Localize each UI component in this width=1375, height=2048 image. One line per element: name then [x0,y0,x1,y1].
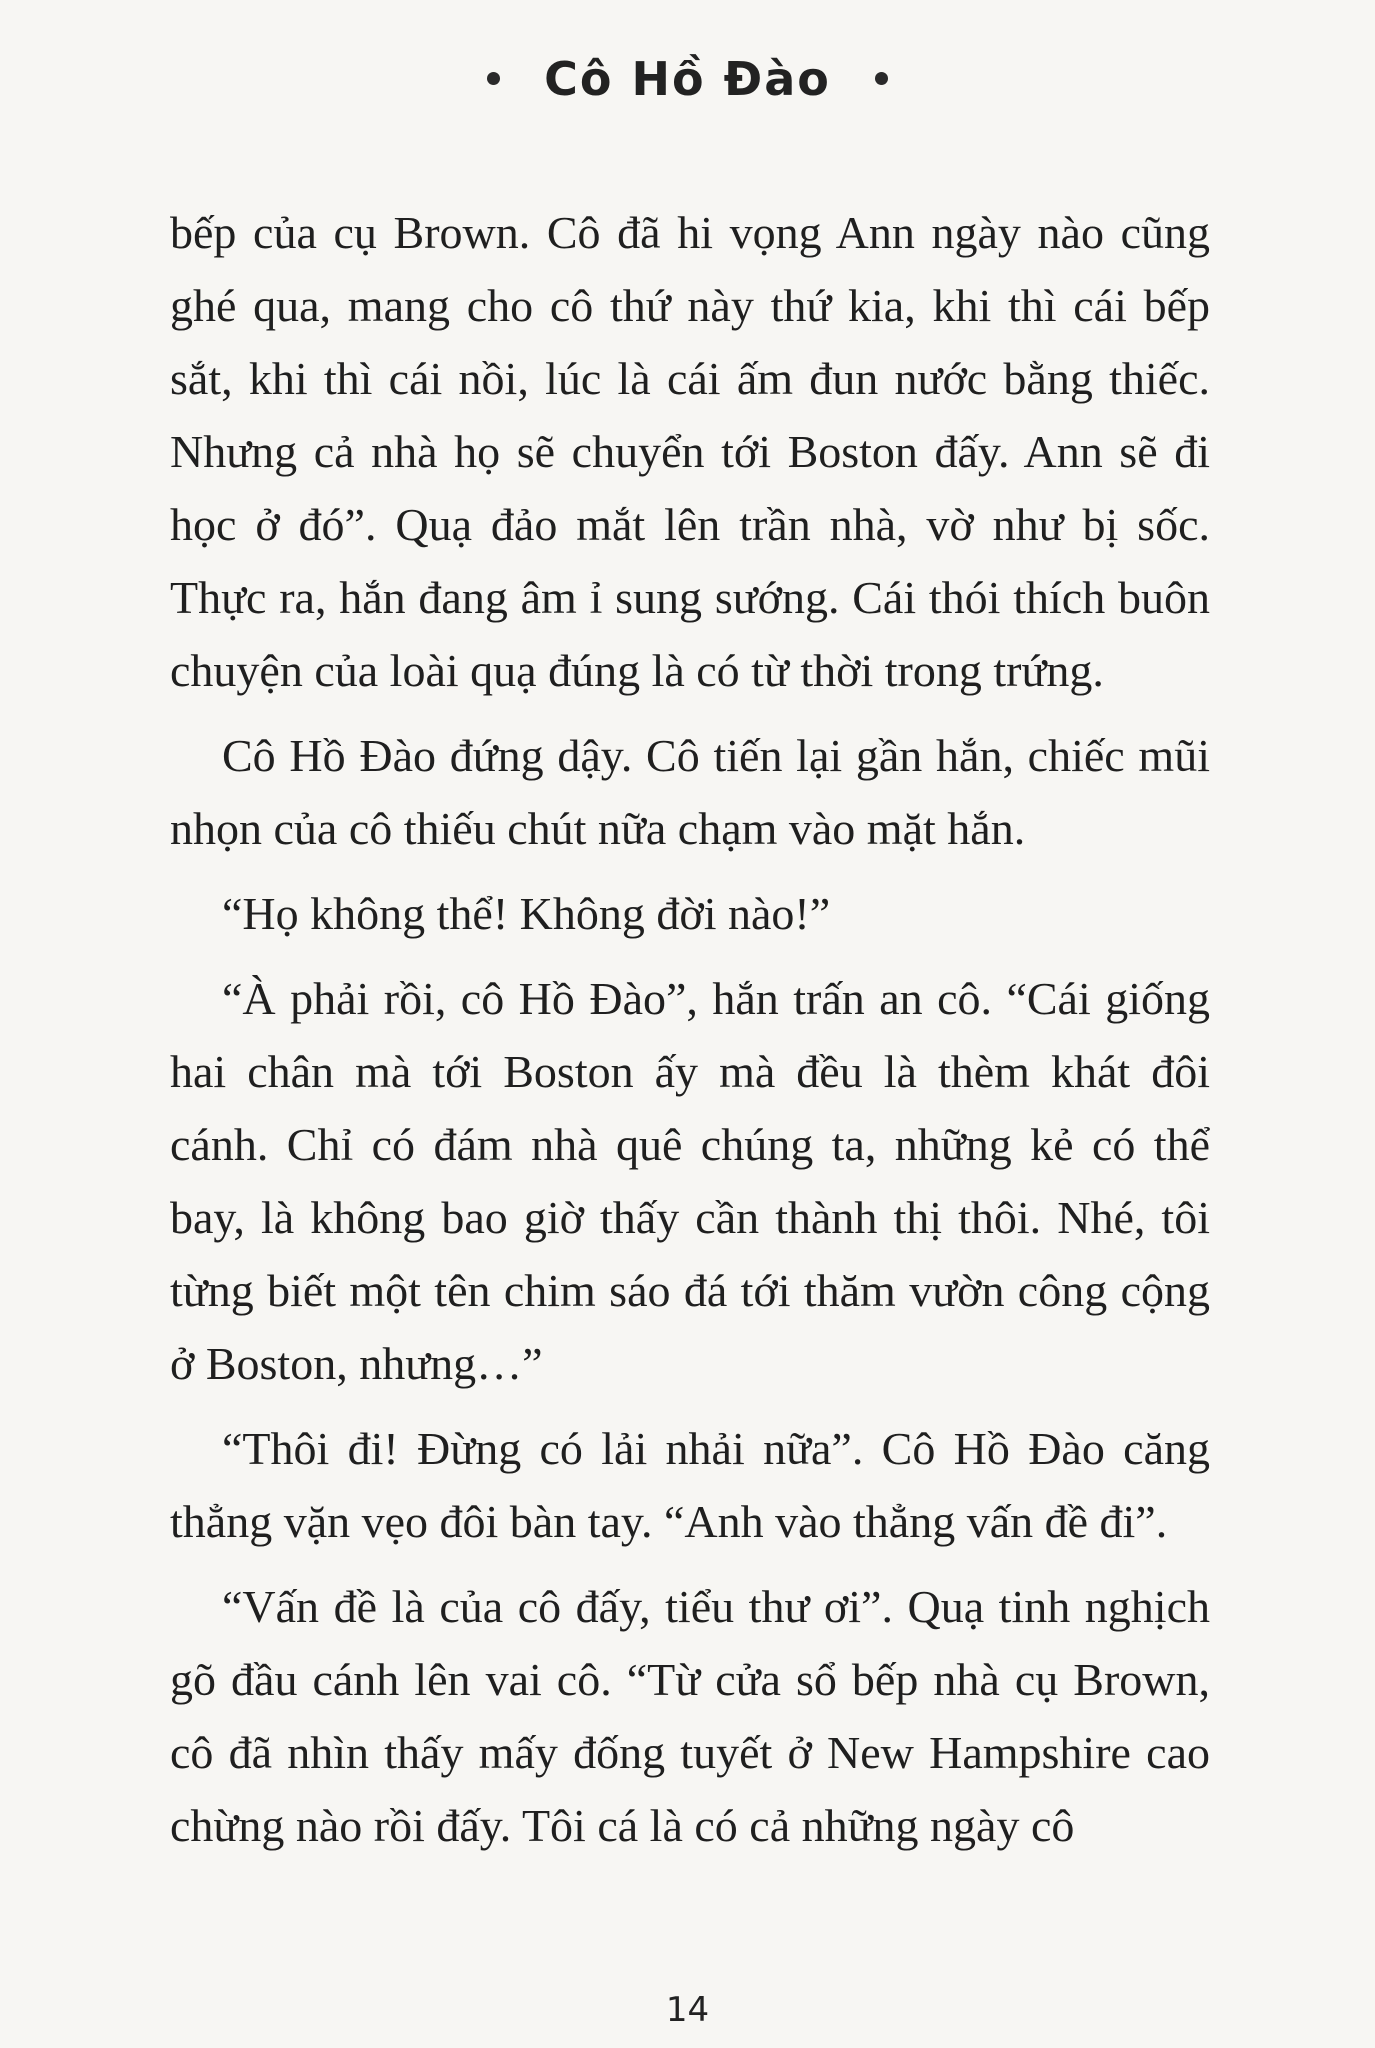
paragraph-6: “Vấn đề là của cô đấy, tiểu thư ơi”. Quạ tinh nghịch gõ đầu cánh lên vai cô. “Từ cửa sổ bếp nhà cụ Brown, cô đã nhìn thấy mấy đống tuyết ở New Hampshire cao chừng nào rồi đấy. Tôi cá là có cả những ngày cô [170,1581,1210,1851]
paragraph-5: “Thôi đi! Đừng có lải nhải nữa”. Cô Hồ Đào căng thẳng vặn vẹo đôi bàn tay. “Anh vào thẳng vấn đề đi”. [170,1423,1210,1547]
paragraph-3: “Họ không thể! Không đời nào!” [222,888,831,939]
bullet-dot-left [487,72,500,85]
chapter-title: Cô Hồ Đào [544,52,831,106]
paragraph-1: bếp của cụ Brown. Cô đã hi vọng Ann ngày nào cũng ghé qua, mang cho cô thứ này thứ kia, khi thì cái bếp sắt, khi thì cái nồi, lúc là cái ấm đun nước bằng thiếc. Nhưng cả nhà họ sẽ chuyển tới Boston đấy. Ann sẽ đi học ở đó”. Quạ đảo mắt lên trần nhà, vờ như bị sốc. Thực ra, hắn đang âm ỉ sung sướng. Cái thói thích buôn chuyện của loài quạ đúng là có từ thời trong trứng. [170,207,1210,696]
paragraph-2: Cô Hồ Đào đứng dậy. Cô tiến lại gần hắn, chiếc mũi nhọn của cô thiếu chút nữa chạm vào mặt hắn. [170,730,1210,854]
bullet-dot-right [875,72,888,85]
running-header [0,52,1375,106]
body-text [170,196,1210,1874]
page-number: 14 [665,1990,710,2030]
paragraph-4: “À phải rồi, cô Hồ Đào”, hắn trấn an cô. “Cái giống hai chân mà tới Boston ấy mà đều là thèm khát đôi cánh. Chỉ có đám nhà quê chúng ta, những kẻ có thể bay, là không bao giờ thấy cần thành thị thôi. Nhé, tôi từng biết một tên chim sáo đá tới thăm vườn công cộng ở Boston, nhưng…” [170,973,1210,1389]
